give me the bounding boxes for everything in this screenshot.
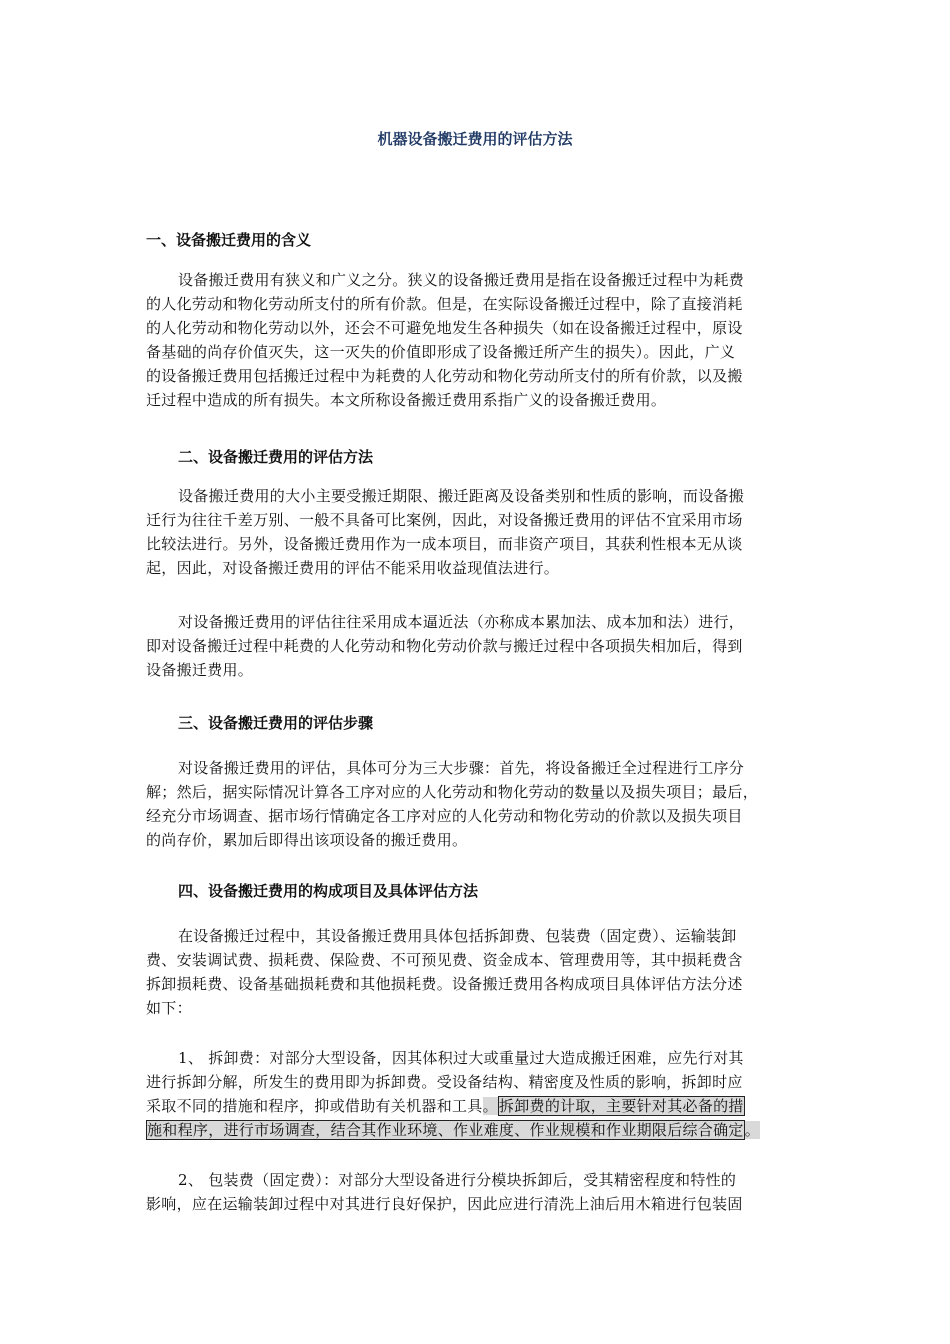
section-heading-1: 一、设备搬迁费用的含义 xyxy=(146,231,312,249)
text-line: 如下： xyxy=(146,999,192,1017)
text-line: 1、 拆卸费：对部分大型设备，因其体积过大或重量过大造成搬迁困难，应先行对其 xyxy=(178,1049,744,1067)
text-line: 解；然后，据实际情况计算各工序对应的人化劳动和物化劳动的数量以及损失项目；最后， xyxy=(146,783,759,801)
item-1-paragraph xyxy=(146,1046,806,1142)
highlight-mark: 。 xyxy=(744,1121,761,1139)
section-heading-4: 四、设备搬迁费用的构成项目及具体评估方法 xyxy=(178,882,479,900)
text-segment: 采取不同的措施和程序，抑或借助有关机器和工具 xyxy=(146,1097,483,1115)
text-line: 在设备搬迁过程中，其设备搬迁费用具体包括拆卸费、包装费（固定费）、运输装卸 xyxy=(178,927,737,945)
section4-paragraph xyxy=(146,924,806,1020)
section-heading-2: 二、设备搬迁费用的评估方法 xyxy=(178,448,374,466)
text-line: 迁过程中造成的所有损失。本文所称设备搬迁费用系指广义的设备搬迁费用。 xyxy=(146,391,667,409)
text-line: 比较法进行。另外，设备搬迁费用作为一成本项目，而非资产项目，其获利性根本无从谈 xyxy=(146,535,743,553)
section1-paragraph xyxy=(146,268,806,412)
text-line: 设备搬迁费用的大小主要受搬迁期限、搬迁距离及设备类别和性质的影响，而设备搬 xyxy=(178,487,745,505)
selected-text[interactable]: 施和程序，进行市场调查，结合其作业环境、作业难度、作业规模和作业期限后综合确定 xyxy=(147,1121,744,1139)
document-title: 机器设备搬迁费用的评估方法 xyxy=(377,130,573,148)
text-line xyxy=(146,1094,806,1118)
section3-paragraph xyxy=(146,756,806,852)
section-heading-3: 三、设备搬迁费用的评估步骤 xyxy=(178,714,374,732)
text-line: 经充分市场调查、据市场行情确定各工序对应的人化劳动和物化劳动的价款以及损失项目 xyxy=(146,807,743,825)
text-line: 的人化劳动和物化劳动以外，还会不可避免地发生各种损失（如在设备搬迁过程中，原设 xyxy=(146,319,743,337)
text-line: 的尚存价，累加后即得出该项设备的搬迁费用。 xyxy=(146,831,468,849)
text-line: 2、 包装费（固定费）：对部分大型设备进行分模块拆卸后，受其精密程度和特性的 xyxy=(178,1171,737,1189)
text-line: 即对设备搬迁过程中耗费的人化劳动和物化劳动价款与搬迁过程中各项损失相加后，得到 xyxy=(146,637,743,655)
text-line: 设备搬迁费用有狭义和广义之分。狭义的设备搬迁费用是指在设备搬迁过程中为耗费 xyxy=(178,271,745,289)
text-line: 对设备搬迁费用的评估往往采用成本逼近法（亦称成本累加法、成本加和法）进行， xyxy=(178,613,745,631)
text-line: 进行拆卸分解，所发生的费用即为拆卸费。受设备结构、精密度及性质的影响，拆卸时应 xyxy=(146,1073,743,1091)
text-line: 对设备搬迁费用的评估，具体可分为三大步骤：首先，将设备搬迁全过程进行工序分 xyxy=(178,759,745,777)
text-line: 影响，应在运输装卸过程中对其进行良好保护，因此应进行清洗上油后用木箱进行包装固 xyxy=(146,1195,743,1213)
text-line: 的人化劳动和物化劳动所支付的所有价款。但是，在实际设备搬迁过程中，除了直接消耗 xyxy=(146,295,743,313)
section2-paragraph-2 xyxy=(146,610,806,682)
text-line: 费、安装调试费、损耗费、保险费、不可预见费、资金成本、管理费用等，其中损耗费含 xyxy=(146,951,743,969)
text-line: 起，因此，对设备搬迁费用的评估不能采用收益现值法进行。 xyxy=(146,559,560,577)
selected-text[interactable]: 拆卸费的计取，主要针对其必备的措 xyxy=(498,1097,744,1115)
highlight-mark: 。 xyxy=(482,1097,498,1115)
text-line: 的设备搬迁费用包括搬迁过程中为耗费的人化劳动和物化劳动所支付的所有价款，以及搬 xyxy=(146,367,743,385)
item-2-paragraph xyxy=(146,1168,806,1216)
text-line: 备基础的尚存价值灭失，这一灭失的价值即形成了设备搬迁所产生的损失）。因此，广义 xyxy=(146,343,736,361)
text-line: 拆卸损耗费、设备基础损耗费和其他损耗费。设备搬迁费用各构成项目具体评估方法分述 xyxy=(146,975,743,993)
text-line: 设备搬迁费用。 xyxy=(146,661,254,679)
text-line: 迁行为往往千差万别、一般不具备可比案例，因此，对设备搬迁费用的评估不宜采用市场 xyxy=(146,511,743,529)
text-line xyxy=(146,1118,806,1142)
section2-paragraph-1 xyxy=(146,484,806,580)
